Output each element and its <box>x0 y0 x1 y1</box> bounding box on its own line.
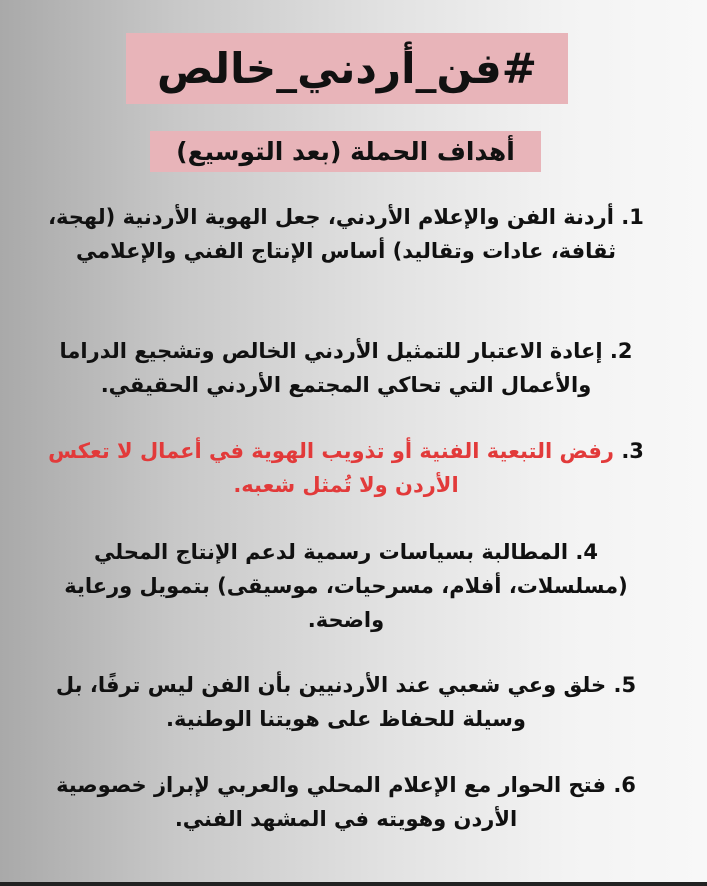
goal-number: 4. <box>575 540 598 564</box>
goal-text: فتح الحوار مع الإعلام المحلي والعربي لإبراز خصوصية الأردن وهويته في المشهد الفني. <box>56 773 606 831</box>
goal-number: 6. <box>613 773 636 797</box>
hashtag-title: #فن_أردني_خالص <box>157 43 537 93</box>
subtitle-box <box>150 131 541 172</box>
goal-text: المطالبة بسياسات رسمية لدعم الإنتاج المحلي (مسلسلات، أفلام، مسرحيات، موسيقى) بتمويل ورعاية واضحة. <box>64 540 628 632</box>
goal-item <box>40 768 652 836</box>
goal-item <box>40 200 652 268</box>
goal-item-highlighted <box>40 434 652 502</box>
goal-number: 3. <box>621 439 644 463</box>
goal-item <box>40 535 652 637</box>
goal-number: 1. <box>621 205 644 229</box>
goal-text: رفض التبعية الفنية أو تذويب الهوية في أعمال لا تعكس الأردن ولا تُمثل شعبه. <box>48 439 614 497</box>
goal-item <box>40 334 652 402</box>
goal-text: خلق وعي شعبي عند الأردنيين بأن الفن ليس ترفًا، بل وسيلة للحفاظ على هويتنا الوطنية. <box>55 673 607 731</box>
bottom-divider <box>0 882 707 886</box>
goal-item <box>40 668 652 736</box>
hashtag-title-box <box>126 33 568 104</box>
goal-number: 5. <box>613 673 637 697</box>
subtitle: أهداف الحملة (بعد التوسيع) <box>176 137 515 166</box>
goal-text: إعادة الاعتبار للتمثيل الأردني الخالص وتشجيع الدراما والأعمال التي تحاكي المجتمع الأردني الحقيقي. <box>59 339 603 397</box>
goal-text: أردنة الفن والإعلام الأردني، جعل الهوية الأردنية (لهجة، ثقافة، عادات وتقاليد) أساس الإنتاج الفني والإعلامي <box>48 205 617 263</box>
goal-number: 2. <box>609 339 633 363</box>
